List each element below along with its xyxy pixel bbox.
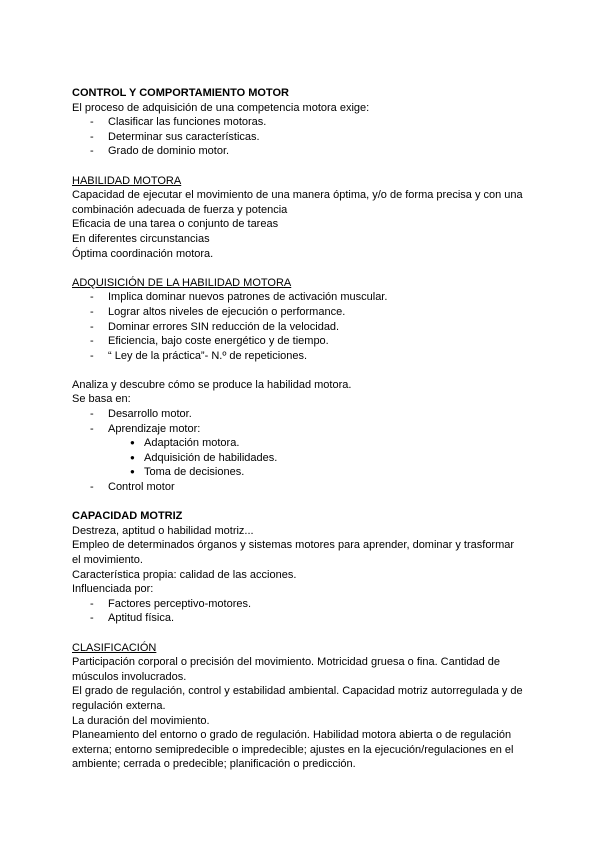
section-title-capacidad: CAPACIDAD MOTRIZ: [72, 510, 183, 523]
bases-list-end: [72, 480, 552, 495]
sub-list-item: ● Toma de decisiones.: [72, 465, 552, 480]
bases-list: [72, 407, 552, 436]
control-list: [72, 115, 552, 159]
sub-list-item: ● Adquisición de habilidades.: [72, 451, 552, 466]
text-line: Analiza y descubre cómo se produce la habilidad motora.: [72, 378, 352, 391]
list-item: - Control motor: [72, 480, 552, 495]
text-line: combinación adecuada de fuerza y potencia: [72, 203, 288, 216]
list-item: - Grado de dominio motor.: [72, 144, 552, 159]
sub-list-item: ● Adaptación motora.: [72, 436, 552, 451]
text-line: En diferentes circunstancias: [72, 232, 210, 245]
text-line: regulación externa.: [72, 699, 166, 712]
document-content: [72, 86, 552, 772]
section-title-clasificacion: CLASIFICACIÓN: [72, 641, 157, 654]
text-line: Empleo de determinados órganos y sistemas motores para aprender, dominar y trasformar: [72, 539, 515, 552]
text-line: el movimiento.: [72, 554, 143, 566]
text-line: Influenciada por:: [72, 583, 154, 596]
control-intro: El proceso de adquisición de una competencia motora exige:: [72, 101, 370, 114]
text-line: La duración del movimiento.: [72, 714, 210, 727]
text-line: ambiente; cerrada o predecible; planificación o predicción.: [72, 758, 356, 771]
text-line: Eficacia de una tarea o conjunto de tareas: [72, 218, 279, 231]
aprendizaje-sublist: [72, 436, 552, 480]
list-item: - “ Ley de la práctica”- N.º de repeticiones.: [72, 349, 552, 364]
section-title-habilidad: HABILIDAD MOTORA: [72, 174, 182, 187]
list-item: - Aptitud física.: [72, 611, 552, 626]
text-line: Característica propia: calidad de las acciones.: [72, 568, 297, 581]
list-item: - Eficiencia, bajo coste energético y de tiempo.: [72, 334, 552, 349]
text-line: Participación corporal o precisión del movimiento. Motricidad gruesa o fina. Cantidad de: [72, 656, 501, 669]
list-item: - Determinar sus características.: [72, 130, 552, 145]
list-item: - Desarrollo motor.: [72, 407, 552, 422]
text-line: externa; entorno semipredecible o impredecible; ajustes en la ejecución/regulaciones en el: [72, 743, 514, 756]
text-line: músculos involucrados.: [72, 670, 187, 683]
capacidad-list: [72, 597, 552, 626]
section-title-adquisicion: ADQUISICIÓN DE LA HABILIDAD MOTORA: [72, 276, 292, 289]
adquisicion-list: [72, 290, 552, 363]
text-line: Óptima coordinación motora.: [72, 247, 214, 260]
list-item: - Lograr altos niveles de ejecución o performance.: [72, 305, 552, 320]
text-line: Se basa en:: [72, 393, 131, 406]
list-item: - Implica dominar nuevos patrones de activación muscular.: [72, 290, 552, 305]
list-item: - Clasificar las funciones motoras.: [72, 115, 552, 130]
text-line: Planeamiento del entorno o grado de regulación. Habilidad motora abierta o de regulación: [72, 729, 512, 742]
text-line: Destreza, aptitud o habilidad motriz...: [72, 524, 254, 537]
section-title-control: CONTROL Y COMPORTAMIENTO MOTOR: [72, 87, 289, 99]
list-item: - Dominar errores SIN reducción de la velocidad.: [72, 320, 552, 335]
list-item: - Aprendizaje motor:: [72, 422, 552, 437]
text-line: El grado de regulación, control y estabilidad ambiental. Capacidad motriz autorregulada y de: [72, 685, 523, 698]
text-line: Capacidad de ejecutar el movimiento de una manera óptima, y/o de forma precisa y con una: [72, 189, 523, 202]
list-item: - Factores perceptivo-motores.: [72, 597, 552, 612]
